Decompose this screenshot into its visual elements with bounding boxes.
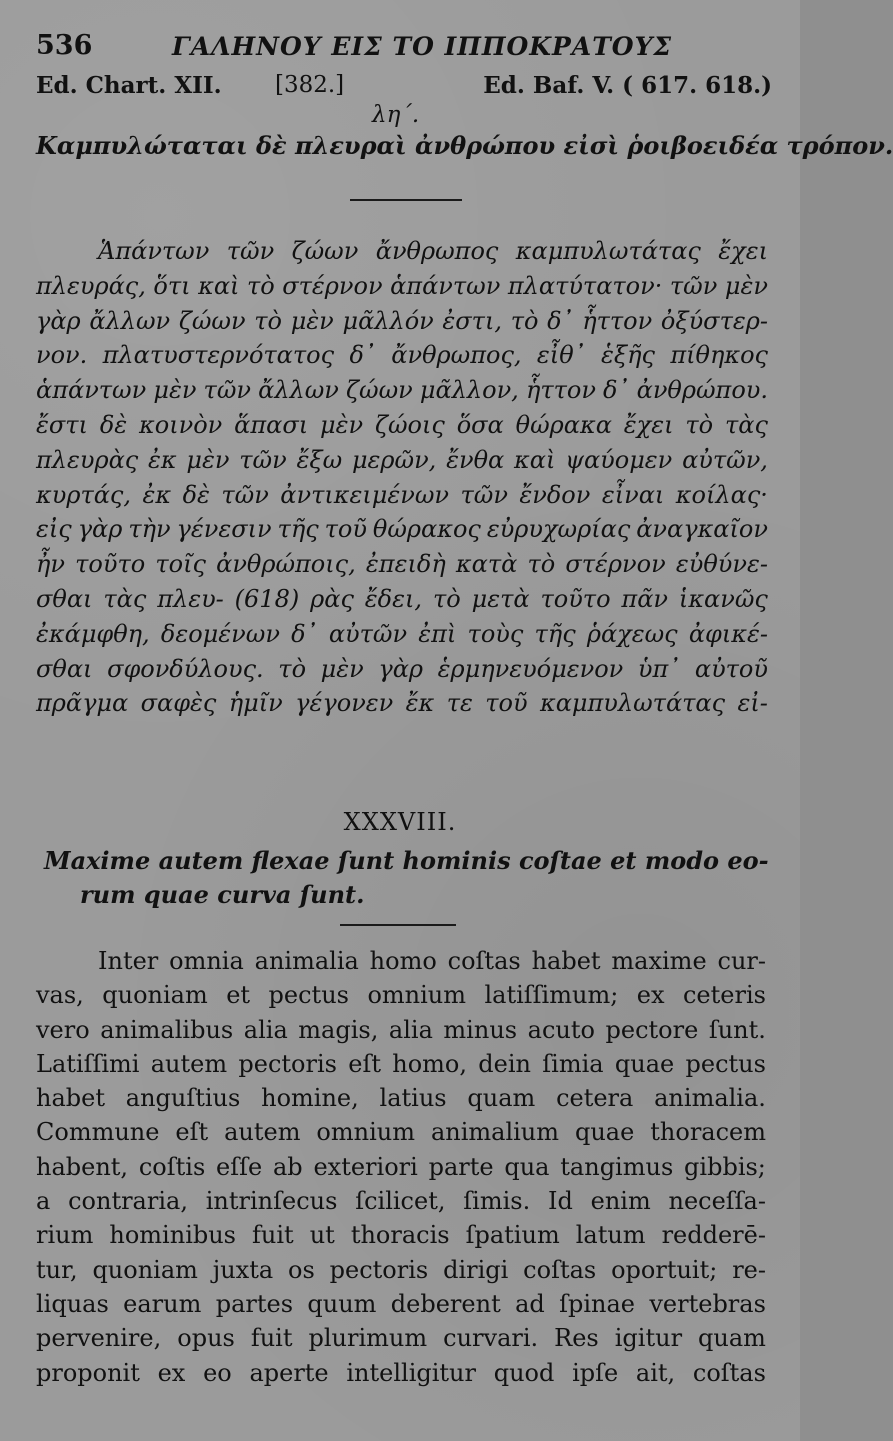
word: Commune: [36, 1118, 160, 1147]
text-line: [36, 1253, 766, 1287]
word: pectoris: [238, 1049, 337, 1078]
word: καὶ: [514, 445, 556, 474]
word: minus: [443, 1015, 518, 1044]
greek-lemma: Καμπυλώταται δὲ πλευραὶ ἀνθρώπου εἰσὶ ῥοιβοειδέα τρόπον.: [36, 131, 893, 160]
text-line: [36, 1081, 766, 1115]
word: γὰρ: [77, 515, 123, 544]
word: τοῦ: [485, 689, 528, 718]
text-line: [36, 652, 768, 687]
word: Inter: [98, 947, 159, 975]
word: redderē-: [661, 1221, 766, 1250]
word: habet: [531, 947, 601, 975]
word: pectus: [685, 1049, 766, 1078]
greek-section-number: λη΄.: [372, 102, 420, 128]
text-line: [36, 269, 768, 304]
word: ἔνθα: [446, 445, 505, 474]
word: πλευράς,: [36, 271, 146, 300]
word: quae: [574, 1118, 635, 1147]
word: ἔνδον: [519, 480, 591, 509]
word: curvari.: [443, 1324, 539, 1353]
word: ἄλλων: [89, 306, 171, 335]
word: animalia.: [654, 1084, 766, 1113]
word: τὸ: [278, 654, 307, 683]
word: maxime: [611, 947, 707, 975]
section-divider-greek: [350, 199, 462, 201]
word: ab: [273, 1152, 303, 1181]
word: liquas: [36, 1289, 109, 1318]
word: alia: [243, 1015, 288, 1044]
word: coſtas: [692, 1358, 766, 1387]
word: ἁπάντων: [36, 376, 147, 405]
word: ὑπ᾽: [637, 654, 681, 683]
word: σθαι: [36, 654, 93, 683]
word: πλατυστερνότατος: [102, 341, 335, 370]
word: et: [226, 981, 251, 1010]
word: quam: [467, 1084, 536, 1113]
word: τῶν: [226, 237, 275, 265]
word: μετὰ: [471, 584, 530, 613]
text-line: [36, 373, 768, 408]
text-line: [36, 1150, 766, 1184]
word: στέρνον: [565, 550, 666, 579]
word: homo: [369, 947, 437, 975]
text-line: [36, 617, 768, 652]
word: animalium: [430, 1118, 560, 1147]
word: ἀνθρώποις,: [216, 550, 356, 579]
word: cur-: [717, 947, 766, 975]
word: σθαι: [36, 584, 93, 613]
word: εἶθ᾽: [536, 341, 586, 370]
text-line: [36, 582, 768, 617]
word: coſtis: [138, 1152, 206, 1181]
word: fuit: [250, 1324, 293, 1353]
word: alia: [388, 1015, 433, 1044]
word: latum: [575, 1221, 646, 1250]
word: quoniam: [92, 1255, 198, 1284]
word: τὸ: [254, 306, 283, 335]
word: cetera: [556, 1084, 634, 1113]
word: hominibus: [109, 1221, 236, 1250]
latin-commentary: [36, 944, 766, 1390]
word: proponit: [36, 1358, 140, 1387]
text-line: [36, 478, 768, 513]
word: vas,: [36, 981, 84, 1010]
word: pervenire,: [36, 1324, 162, 1353]
word: ζώων: [178, 306, 246, 335]
word: earum: [123, 1289, 202, 1318]
word: ζώων: [291, 237, 359, 265]
word: σαφὲς: [140, 689, 217, 718]
word: Res: [554, 1324, 599, 1353]
word: δεομένων: [160, 619, 280, 648]
text-line: [36, 978, 766, 1012]
word: ἐστι,: [442, 306, 502, 335]
text-line: [36, 512, 768, 547]
word: autem: [224, 1118, 301, 1147]
edition-chartier: Ed. Chart. XII.: [36, 72, 222, 99]
word: tangimus: [560, 1152, 674, 1181]
text-line: [36, 1287, 766, 1321]
word: eo: [203, 1358, 232, 1387]
word: oportuit;: [611, 1255, 718, 1284]
word: τὰς: [103, 584, 147, 613]
word: plurimum: [308, 1324, 428, 1353]
word: deberent: [390, 1289, 501, 1318]
word: κοίλας·: [675, 480, 768, 509]
word: qua: [504, 1152, 550, 1181]
word: ἀναγκαῖον: [636, 515, 768, 544]
word: coſtas: [447, 947, 521, 975]
word: ad: [515, 1289, 545, 1318]
word: δ᾽: [291, 619, 318, 648]
word: ἑρμηνευόμενον: [437, 654, 624, 683]
word: ἀντικειμένων: [280, 480, 450, 509]
word: Id: [547, 1187, 573, 1216]
word: acuto: [527, 1015, 595, 1044]
word: parte: [428, 1152, 494, 1181]
word: ἐπειδὴ: [365, 550, 446, 579]
word: εἰ-: [737, 689, 768, 718]
word: τῶν: [239, 445, 287, 474]
word: δ᾽: [547, 306, 574, 335]
word: τοὺς: [467, 619, 524, 648]
word: σφονδύλους.: [107, 654, 264, 683]
word: κατὰ: [455, 550, 518, 579]
word: ſcilicet,: [355, 1187, 446, 1216]
word: ἄλλων: [258, 376, 339, 405]
word: στέρνον: [282, 271, 383, 300]
word: anguſtius: [125, 1084, 241, 1113]
word: contraria,: [68, 1187, 188, 1216]
word: juxta: [212, 1255, 274, 1284]
word: τὸ: [246, 271, 275, 300]
word: εὐθύνε-: [675, 550, 768, 579]
text-line: [36, 1013, 766, 1047]
text-line: [36, 338, 768, 373]
word: μερῶν,: [351, 445, 437, 474]
word: dirigi: [443, 1255, 509, 1284]
word: τοῦτο: [540, 584, 611, 613]
text-line: [36, 234, 768, 269]
running-title: ΓΑΛΗΝΟΥ ΕΙΣ ΤΟ ΙΠΠΟΚΡΑΤΟΥΣ: [172, 32, 673, 61]
word: δὲ: [182, 480, 210, 509]
word: magis,: [298, 1015, 379, 1044]
word: γέγονεν: [295, 689, 394, 718]
word: pectore: [605, 1015, 699, 1044]
word: ἡμῖν: [228, 689, 283, 718]
word: γὰρ: [36, 306, 81, 335]
word: ceteris: [682, 981, 766, 1010]
word: thoracem: [650, 1118, 766, 1147]
word: καμπυλωτάτας: [539, 689, 726, 718]
word: αὐτοῦ: [694, 654, 768, 683]
word: ἔξω: [296, 445, 343, 474]
word: intrinſecus: [205, 1187, 338, 1216]
edition-references: [36, 72, 772, 102]
word: ὅτι: [153, 271, 191, 300]
word: ſimia: [542, 1049, 604, 1078]
word: eſt: [175, 1118, 209, 1147]
word: ἦν: [36, 550, 65, 579]
word: πρᾶγμα: [36, 689, 129, 718]
edition-chartier-page: [382.]: [275, 72, 345, 98]
word: θώρακα: [515, 410, 612, 439]
word: πλατύτατον·: [507, 271, 663, 300]
text-line: [36, 1115, 766, 1149]
word: εἰς: [36, 515, 72, 544]
text-line: [36, 944, 766, 978]
word: quae: [614, 1049, 675, 1078]
word: aperte: [249, 1358, 329, 1387]
text-line: [36, 1184, 766, 1218]
word: καμπυλωτάτας: [515, 237, 701, 265]
word: tur,: [36, 1255, 78, 1284]
word: (618): [234, 584, 300, 613]
word: habent,: [36, 1152, 129, 1181]
word: τῶν: [221, 480, 269, 509]
word: τε: [446, 689, 473, 718]
word: δ᾽: [603, 376, 630, 405]
word: animalia: [254, 947, 359, 975]
latin-lemma-line: rum quae curva ſunt.: [80, 880, 365, 909]
word: autem: [150, 1049, 228, 1078]
text-line: [36, 1356, 766, 1390]
word: δ᾽: [349, 341, 376, 370]
text-line: [36, 304, 768, 339]
greek-commentary: [36, 234, 768, 721]
word: eſt: [348, 1049, 381, 1078]
word: τὰς: [725, 410, 768, 439]
word: ſunt.: [708, 1015, 766, 1044]
section-divider-latin: [340, 924, 456, 926]
word: τοῦτο: [75, 550, 146, 579]
word: πᾶν: [621, 584, 668, 613]
word: γὰρ: [378, 654, 424, 683]
word: ἔκ: [405, 689, 435, 718]
word: τὸ: [432, 584, 461, 613]
word: τῆς: [534, 619, 576, 648]
word: gibbis;: [684, 1152, 766, 1181]
word: ζώοις: [374, 410, 445, 439]
word: μὲν: [153, 376, 197, 405]
word: ἐκάμφθη,: [36, 619, 150, 648]
word: κυρτάς,: [36, 480, 131, 509]
word: omnia: [169, 947, 244, 975]
word: habet: [36, 1084, 105, 1113]
text-line: [36, 686, 768, 721]
word: opus: [177, 1324, 235, 1353]
word: Latiſſimi: [36, 1049, 140, 1078]
latin-section-number: XXXVIII.: [343, 808, 457, 836]
word: ἀφικέ-: [688, 619, 768, 648]
word: τοῖς: [155, 550, 206, 579]
edition-basel: Ed. Baf. V. ( 617. 618.): [483, 72, 772, 99]
word: dein: [478, 1049, 531, 1078]
word: ſpinae: [559, 1289, 635, 1318]
word: καὶ: [198, 271, 240, 300]
word: fuit: [252, 1221, 294, 1250]
word: ψαύομεν: [565, 445, 673, 474]
word: ex: [157, 1358, 186, 1387]
word: μὲν: [320, 654, 364, 683]
word: ἐκ: [148, 445, 177, 474]
page-number: 536: [36, 30, 93, 61]
word: μὲν: [724, 271, 768, 300]
word: thoracis: [350, 1221, 450, 1250]
word: πλευρὰς: [36, 445, 139, 474]
word: τῶν: [669, 271, 718, 300]
latin-lemma-line: Maxime autem flexae ſunt hominis coſtae et modo eo-: [44, 846, 769, 875]
word: vertebras: [649, 1289, 766, 1318]
word: ἁπάντων: [390, 271, 501, 300]
word: Ἁπάντων: [98, 237, 210, 265]
text-line: [36, 1218, 766, 1252]
running-header: [36, 30, 756, 64]
word: ἅπασι: [234, 410, 309, 439]
word: θώρακος: [372, 515, 481, 544]
word: ὀξύστερ-: [660, 306, 768, 335]
word: ἑξῆς: [601, 341, 655, 370]
text-line: [36, 547, 768, 582]
word: neceſſa-: [668, 1187, 766, 1216]
word: rium: [36, 1221, 94, 1250]
word: ἧττον: [582, 306, 653, 335]
text-line: [36, 408, 768, 443]
word: quod: [493, 1358, 555, 1387]
word: ait,: [635, 1358, 676, 1387]
word: νον.: [36, 341, 88, 370]
word: intelligitur: [346, 1358, 476, 1387]
word: ὅσα: [456, 410, 504, 439]
word: ἔχει: [718, 237, 768, 265]
word: ῥάχεως: [586, 619, 678, 648]
word: τὴν: [128, 515, 171, 544]
word: ἔδει,: [364, 584, 423, 613]
word: τοῦ: [324, 515, 367, 544]
word: homine,: [261, 1084, 359, 1113]
word: ἄνθρωπος,: [391, 341, 522, 370]
word: ἱκανῶς: [678, 584, 768, 613]
word: τῶν: [203, 376, 251, 405]
word: τὸ: [527, 550, 556, 579]
word: μὲν: [290, 306, 334, 335]
text-line: [36, 1047, 766, 1081]
word: αὐτῶν,: [682, 445, 768, 474]
word: quum: [307, 1289, 377, 1318]
word: partes: [215, 1289, 294, 1318]
word: latius: [379, 1084, 447, 1113]
word: ἔχει: [623, 410, 674, 439]
word: quam: [698, 1324, 766, 1353]
word: τῆς: [277, 515, 319, 544]
word: μὲν: [320, 410, 364, 439]
word: μᾶλλόν: [342, 306, 434, 335]
word: πίθηκος: [670, 341, 768, 370]
word: δὲ: [99, 410, 128, 439]
word: omnium: [367, 981, 467, 1010]
word: γένεσιν: [176, 515, 272, 544]
word: re-: [732, 1255, 766, 1284]
word: τὸ: [685, 410, 714, 439]
word: ζώων: [346, 376, 413, 405]
word: κοινὸν: [139, 410, 223, 439]
word: ἔστι: [36, 410, 88, 439]
word: homo,: [392, 1049, 468, 1078]
word: πλευ-: [157, 584, 224, 613]
word: ἐπὶ: [418, 619, 457, 648]
word: ἀνθρώπου.: [636, 376, 768, 405]
word: ρὰς: [310, 584, 354, 613]
word: pectoris: [329, 1255, 429, 1284]
word: ἄνθρωπος: [375, 237, 499, 265]
word: a: [36, 1187, 51, 1216]
text-line: [36, 1321, 766, 1355]
word: latiſſimum;: [484, 981, 619, 1010]
word: eſſe: [216, 1152, 263, 1181]
word: igitur: [614, 1324, 683, 1353]
word: μᾶλλον,: [419, 376, 519, 405]
word: omnium: [316, 1118, 415, 1147]
word: coſtas: [523, 1255, 597, 1284]
word: ἐκ: [142, 480, 172, 509]
word: τῶν: [460, 480, 508, 509]
word: exteriori: [313, 1152, 418, 1181]
word: ex: [636, 981, 665, 1010]
text-line: [36, 443, 768, 478]
word: os: [288, 1255, 315, 1284]
word: enim: [590, 1187, 651, 1216]
word: vero: [36, 1015, 90, 1044]
word: τὸ: [510, 306, 539, 335]
word: ipſe: [572, 1358, 619, 1387]
latin-lemma: [44, 844, 769, 912]
word: εὐρυχωρίας: [486, 515, 631, 544]
word: ut: [309, 1221, 335, 1250]
word: αὐτῶν: [328, 619, 408, 648]
word: animalibus: [100, 1015, 234, 1044]
word: εἶναι: [601, 480, 665, 509]
word: ἧττον: [525, 376, 596, 405]
word: quoniam: [102, 981, 208, 1010]
word: ſimis.: [463, 1187, 531, 1216]
word: μὲν: [186, 445, 230, 474]
word: ſpatium: [465, 1221, 560, 1250]
word: pectus: [268, 981, 349, 1010]
